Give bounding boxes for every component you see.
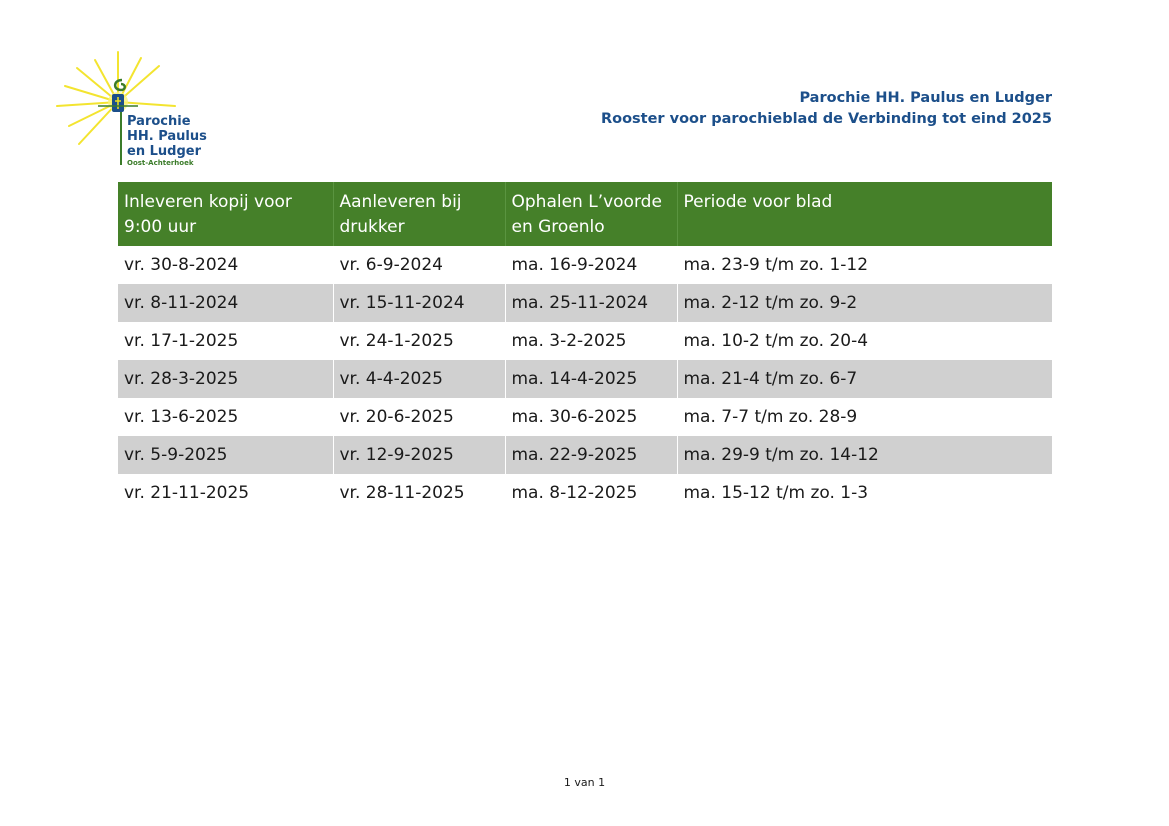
table-cell: vr. 28-3-2025 <box>118 360 333 398</box>
table-cell: ma. 10-2 t/m zo. 20-4 <box>683 331 869 351</box>
table-cell: vr. 12-9-2025 <box>333 436 505 474</box>
table-cell: vr. 20-6-2025 <box>339 407 454 427</box>
table-cell: ma. 29-9 t/m zo. 14-12 <box>677 436 1052 474</box>
table-cell: vr. 28-11-2025 <box>339 483 465 503</box>
table-cell: vr. 6-9-2024 <box>339 255 443 275</box>
logo-line-3: en Ludger <box>127 144 201 159</box>
logo-line-1: Parochie <box>127 114 191 129</box>
table-cell: ma. 15-12 t/m zo. 1-3 <box>683 483 869 503</box>
logo-line-2: HH. Paulus <box>127 129 207 144</box>
column-header: Inleveren kopij voor 9:00 uur <box>118 182 333 246</box>
column-header: Aanleveren bij drukker <box>333 182 505 246</box>
logo-line-4: Oost-Achterhoek <box>127 159 194 167</box>
table-cell: vr. 24-1-2025 <box>339 331 454 351</box>
document-subtitle: Rooster voor parochieblad de Verbinding tot eind 2025 <box>600 111 1052 127</box>
table-row <box>118 360 1052 398</box>
table-cell: ma. 14-4-2025 <box>505 360 677 398</box>
table-row <box>118 436 1052 474</box>
column-header: Periode voor blad <box>677 182 1052 246</box>
table-cell: ma. 2-12 t/m zo. 9-2 <box>677 284 1052 322</box>
logo-wordmark <box>127 114 207 168</box>
table-cell: vr. 15-11-2024 <box>333 284 505 322</box>
document-title: Parochie HH. Paulus en Ludger <box>799 90 1052 106</box>
schedule-table <box>118 182 1053 512</box>
table-cell: ma. 30-6-2025 <box>511 407 638 427</box>
table-cell: vr. 30-8-2024 <box>124 255 239 275</box>
table-cell: vr. 13-6-2025 <box>124 407 239 427</box>
document-header <box>601 88 1052 130</box>
table-cell: vr. 5-9-2025 <box>118 436 333 474</box>
table-cell: ma. 21-4 t/m zo. 6-7 <box>677 360 1052 398</box>
parish-logo <box>55 50 215 175</box>
table-cell: vr. 4-4-2025 <box>333 360 505 398</box>
table-cell: vr. 21-11-2025 <box>124 483 250 503</box>
table-row <box>118 474 1052 512</box>
table-cell: ma. 3-2-2025 <box>511 331 627 351</box>
table-row <box>118 322 1052 360</box>
table-cell: ma. 8-12-2025 <box>511 483 638 503</box>
table-cell: ma. 16-9-2024 <box>511 255 638 275</box>
page-number: 1 van 1 <box>563 776 606 789</box>
table-cell: vr. 8-11-2024 <box>118 284 333 322</box>
table-row <box>118 246 1052 284</box>
table-cell: ma. 23-9 t/m zo. 1-12 <box>683 255 869 275</box>
column-header: Ophalen L’voorde en Groenlo <box>505 182 677 246</box>
table-cell: ma. 7-7 t/m zo. 28-9 <box>683 407 858 427</box>
table-header-row <box>118 182 1052 246</box>
table-cell: ma. 22-9-2025 <box>505 436 677 474</box>
table-row <box>118 284 1052 322</box>
table-cell: ma. 25-11-2024 <box>505 284 677 322</box>
table-row <box>118 398 1052 436</box>
table-cell: vr. 17-1-2025 <box>124 331 239 351</box>
